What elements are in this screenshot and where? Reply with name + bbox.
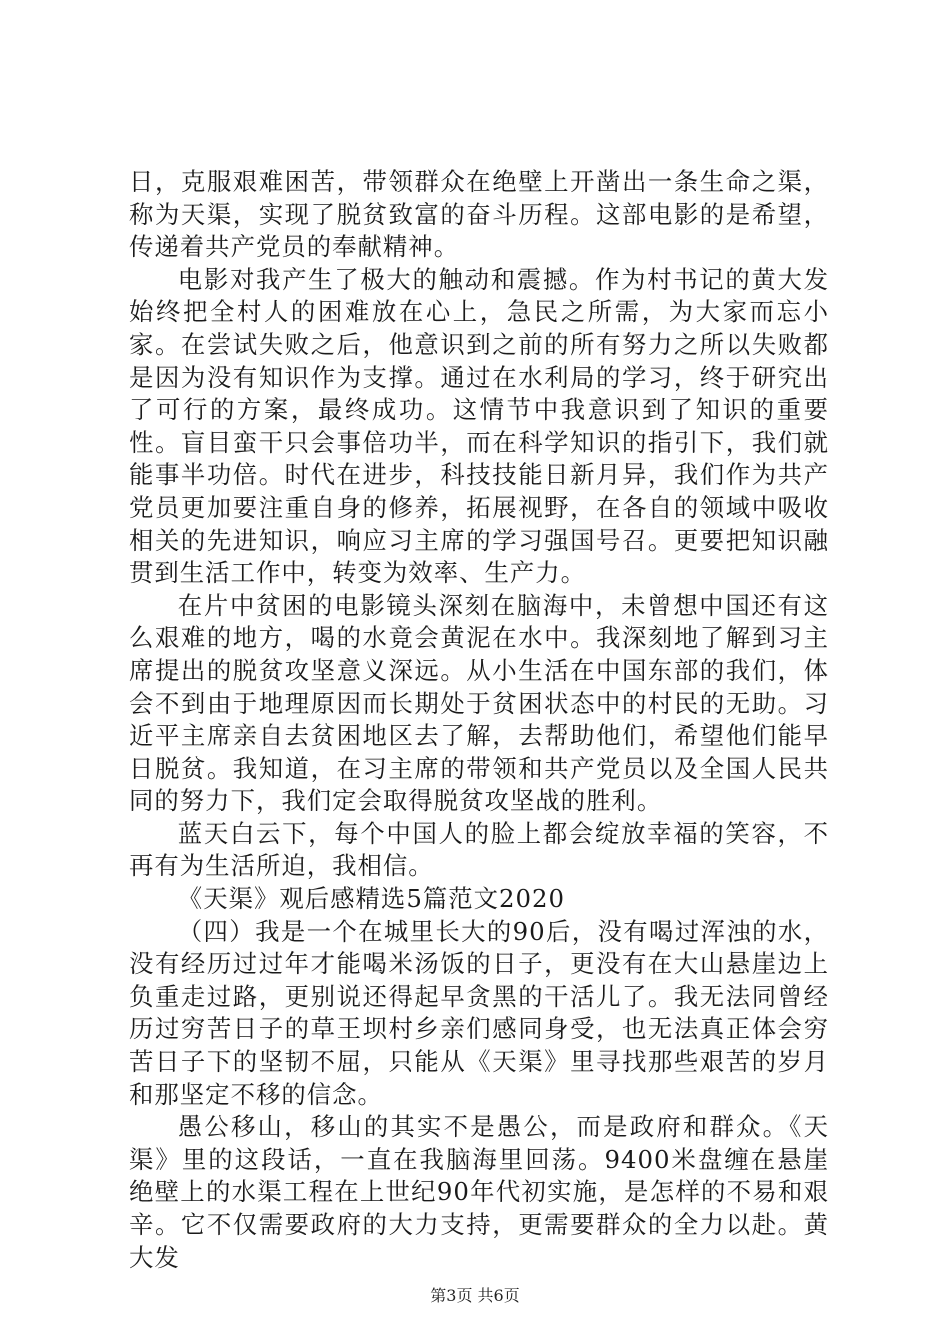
- document-body: [129, 166, 829, 1274]
- page-number-footer: 第3页 共6页: [430, 1286, 520, 1305]
- paragraph-yugong: 愚公移山，移山的其实不是愚公，而是政府和群众。《天渠》里的这段话，一直在我脑海里回荡。9400米盘缠在悬崖绝壁上的水渠工程在上世纪90年代初实施，是怎样的不易和艰辛。它不仅需要政府的大力支持，更需要群众的全力以赴。黄大发: [129, 1112, 829, 1272]
- paragraph-knowledge: 电影对我产生了极大的触动和震撼。作为村书记的黄大发始终把全村人的困难放在心上，急民之所需，为大家而忘小家。在尝试失败之后，他意识到之前的所有努力之所以失败都是因为没有知识作为支撑。通过在水利局的学习，终于研究出了可行的方案，最终成功。这情节中我意识到了知识的重要性。盲目蛮干只会事倍功半，而在科学知识的指引下，我们就能事半功倍。时代在进步，科技技能日新月异，我们作为共产党员更加要注重自身的修养，拓展视野，在各自的领域中吸收相关的先进知识，响应习主席的学习强国号召。更要把知识融贯到生活工作中，转变为效率、生产力。: [129, 264, 829, 588]
- paragraph-poverty: 在片中贫困的电影镜头深刻在脑海中，未曾想中国还有这么艰难的地方，喝的水竟会黄泥在水中。我深刻地了解到习主席提出的脱贫攻坚意义深远。从小生活在中国东部的我们，体会不到由于地理原因而长期处于贫困状态中的村民的无助。习近平主席亲自去贫困地区去了解，去帮助他们，希望他们能早日脱贫。我知道，在习主席的带领和共产党员以及全国人民共同的努力下，我们定会取得脱贫攻坚战的胜利。: [129, 590, 829, 816]
- paragraph-continuation: 日，克服艰难困苦，带领群众在绝壁上开凿出一条生命之渠，称为天渠，实现了脱贫致富的奋斗历程。这部电影的是希望，传递着共产党员的奉献精神。: [129, 167, 829, 262]
- paragraph-part-four: （四）我是一个在城里长大的90后，没有喝过浑浊的水，没有经历过过年才能喝米汤饭的日子，更没有在大山悬崖边上负重走过路，更别说还得起早贪黑的干活儿了。我无法同曾经历过穷苦日子的草王坝村乡亲们感同身受，也无法真正体会穷苦日子下的坚韧不屈，只能从《天渠》里寻找那些艰苦的岁月和那坚定不移的信念。: [129, 916, 829, 1109]
- paragraph-happiness: 蓝天白云下，每个中国人的脸上都会绽放幸福的笑容，不再有为生活所迫，我相信。: [129, 818, 829, 881]
- section-heading: 《天渠》观后感精选5篇范文2020: [177, 884, 566, 914]
